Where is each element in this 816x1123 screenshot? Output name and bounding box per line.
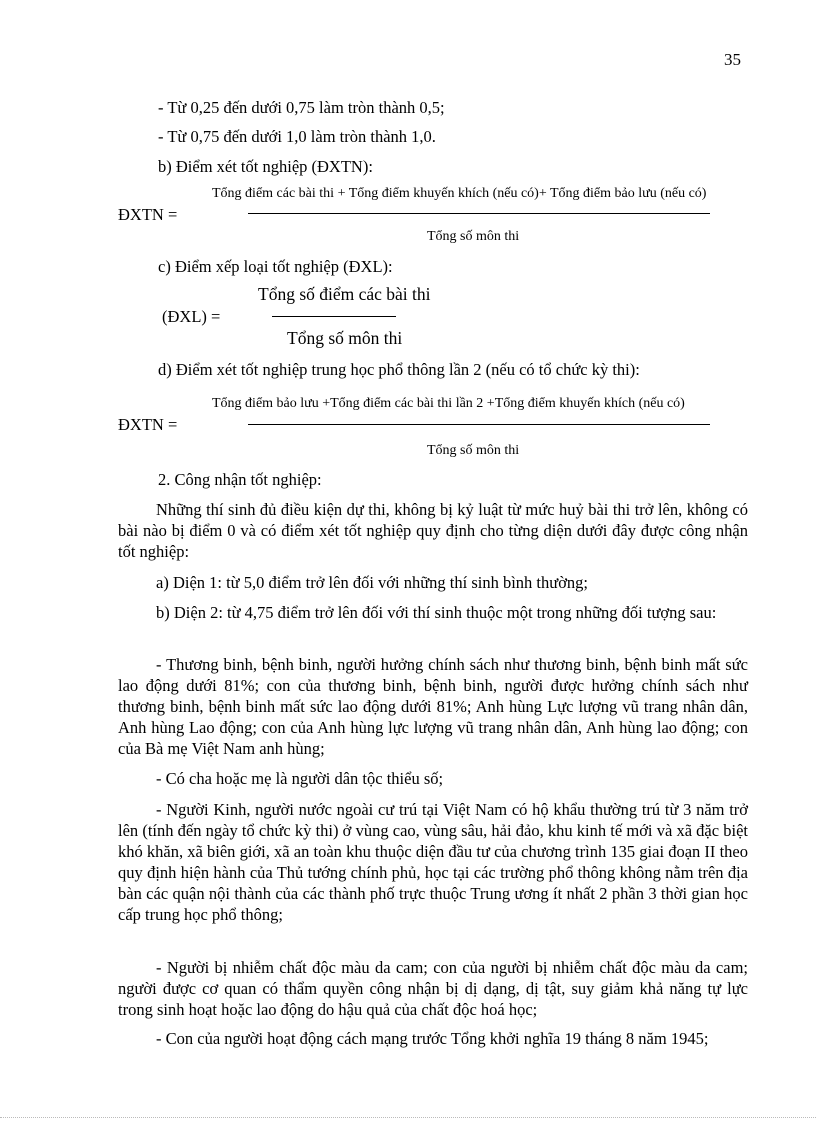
formula-d-denominator: Tổng số môn thi <box>427 443 520 458</box>
list-item: - Con của người hoạt động cách mạng trước Tổng khởi nghĩa 19 tháng 8 năm 1945; <box>156 1029 709 1048</box>
formula-b-fraction-bar <box>248 213 710 214</box>
list-item: - Thương binh, bệnh binh, người hưởng chính sách như thương binh, bệnh binh mất sức lao động dưới 81%; con của thương binh, bệnh binh, người được hưởng chính sách như thương binh, bệnh binh mất sức lao động dưới 81%; Anh hùng Lực lượng vũ trang nhân dân, Anh hùng Lao động; con của Anh hùng lực lượng vũ trang nhân dân, Anh hùng lao động; con của Bà mẹ Việt Nam anh hùng; <box>118 655 748 758</box>
rounding-rule-1: - Từ 0,25 đến dưới 0,75 làm tròn thành 0,5; <box>158 98 445 117</box>
list-item: - Người Kinh, người nước ngoài cư trú tại Việt Nam có hộ khẩu thường trú từ 3 năm trở lên (tính đến ngày tổ chức kỳ thi) ở vùng cao, vùng sâu, hải đảo, khu kinh tế mới và xã đặc biệt khó khăn, xã biên giới, xã an toàn khu thuộc diện đầu tư của chương trình 135 giai đoạn II theo quy định hiện hành của Thủ tướng chính phủ, học tại các trường phổ thông không nằm trên địa bàn các quận nội thành của các thành phố trực thuộc Trung ương ít nhất 2 phần 3 thời gian học cấp trung học phổ thông; <box>118 800 748 924</box>
formula-b-lhs: ĐXTN = <box>118 205 178 224</box>
formula-d-numerator: Tổng điểm bảo lưu +Tổng điểm các bài thi lần 2 +Tổng điểm khuyến khích (nếu có) <box>212 396 685 411</box>
formula-c-denominator: Tổng số môn thi <box>287 328 403 348</box>
recognition-case-a: a) Diện 1: từ 5,0 điểm trở lên đối với những thí sinh bình thường; <box>156 573 589 592</box>
formula-c-numerator: Tổng số điểm các bài thi <box>258 284 431 304</box>
formula-d-lhs: ĐXTN = <box>118 415 178 434</box>
formula-c-lhs: (ĐXL) = <box>162 307 221 326</box>
section-b-heading: b) Điểm xét tốt nghiệp (ĐXTN): <box>158 157 373 176</box>
formula-d-fraction-bar <box>248 424 710 425</box>
recognition-case-b: b) Diện 2: từ 4,75 điểm trở lên đối với thí sinh thuộc một trong những đối tượng sau: <box>156 603 717 622</box>
formula-c-fraction-bar <box>272 316 396 317</box>
section-d-heading: d) Điểm xét tốt nghiệp trung học phổ thông lần 2 (nếu có tổ chức kỳ thi): <box>158 360 640 379</box>
list-item: - Có cha hoặc mẹ là người dân tộc thiểu số; <box>156 769 444 788</box>
recognition-heading: 2. Công nhận tốt nghiệp: <box>158 470 322 489</box>
list-item: - Người bị nhiễm chất độc màu da cam; con của người bị nhiễm chất độc màu da cam; người được cơ quan có thẩm quyền công nhận bị dị dạng, dị tật, suy giảm khả năng tự lực trong sinh hoạt hoặc lao động do hậu quả của chất độc hoá học; <box>118 958 748 1019</box>
recognition-intro: Những thí sinh đủ điều kiện dự thi, không bị kỷ luật từ mức huỷ bài thi trở lên, không có bài nào bị điểm 0 và có điểm xét tốt nghiệp quy định cho từng diện dưới đây được công nhận tốt nghiệp: <box>118 500 748 561</box>
page-number: 35 <box>724 50 741 69</box>
formula-b-numerator: Tổng điểm các bài thi + Tổng điểm khuyến khích (nếu có)+ Tổng điểm bảo lưu (nếu có) <box>212 186 707 201</box>
page-bottom-divider <box>0 1117 816 1118</box>
formula-b-denominator: Tổng số môn thi <box>427 229 520 244</box>
section-c-heading: c) Điểm xếp loại tốt nghiệp (ĐXL): <box>158 257 393 276</box>
rounding-rule-2: - Từ 0,75 đến dưới 1,0 làm tròn thành 1,0. <box>158 127 436 146</box>
